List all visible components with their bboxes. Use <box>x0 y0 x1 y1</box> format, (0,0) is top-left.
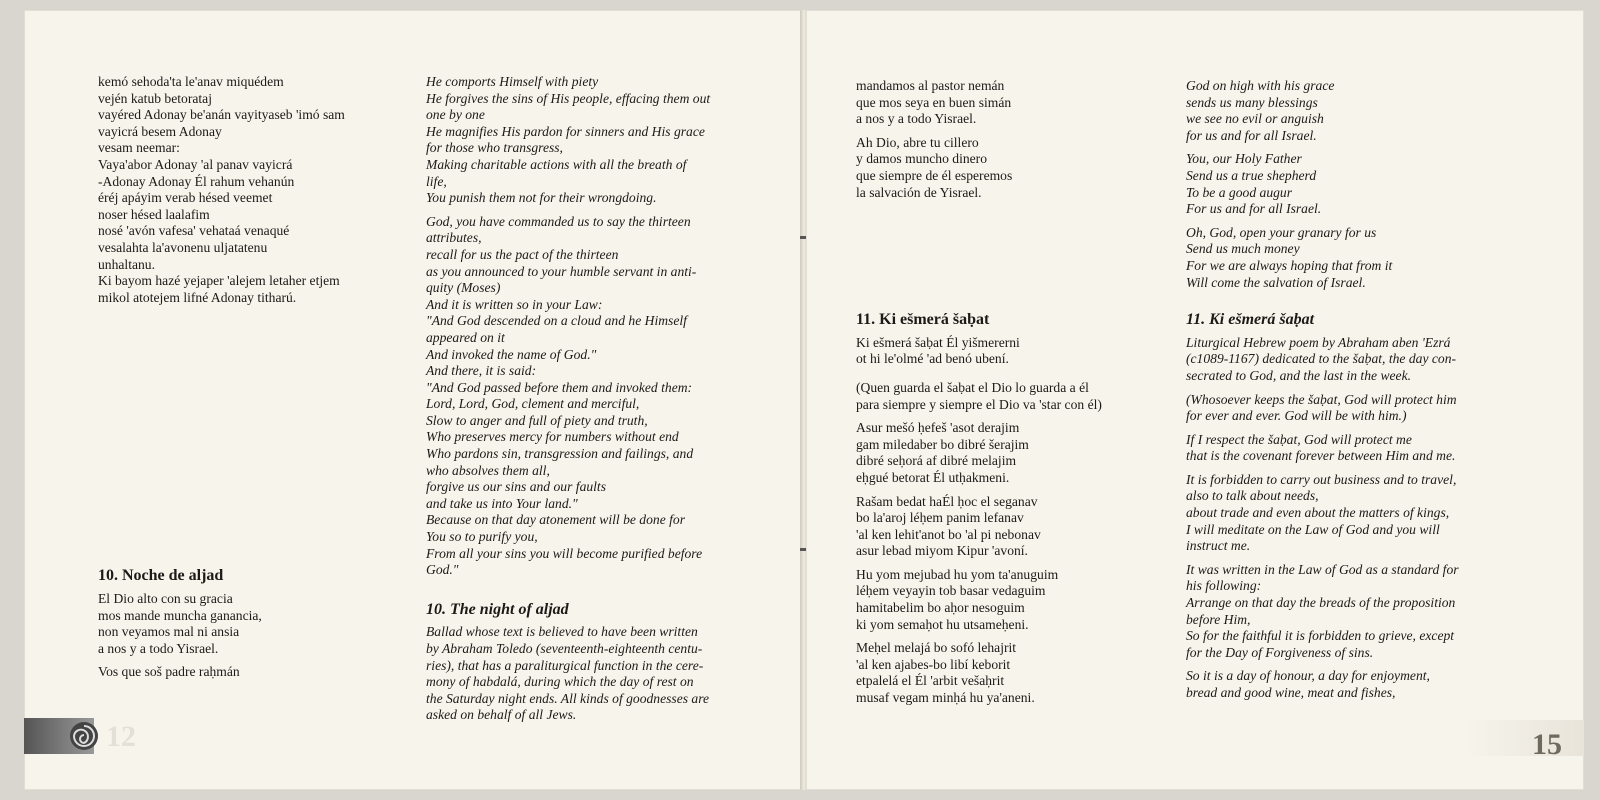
text-line: for ever and ever. God will be with him.) <box>1186 408 1407 424</box>
text-line: we see no evil or anguish <box>1186 111 1324 127</box>
s11-stanza-2 <box>856 380 1156 413</box>
text-line: léḥem veyayin tob basar vedaguim <box>856 583 1046 599</box>
text-line: noser hésed laalafim <box>98 206 210 222</box>
text-line: the Saturday night ends. All kinds of goodnesses are <box>426 690 710 706</box>
text-line: Ballad whose text is believed to have been written <box>426 624 698 640</box>
s11-stanza-3 <box>856 420 1156 486</box>
text-line: recall for us the pact of the thirteen <box>426 246 619 262</box>
right-page <box>806 10 1584 790</box>
col1-lines <box>98 74 398 306</box>
en-stanza-3 <box>1186 225 1486 291</box>
text-line: To be a good augur <box>1186 184 1292 200</box>
text-line: secrated to God, and the last in the week. <box>1186 367 1412 383</box>
section-10-description <box>426 624 736 724</box>
section-11-heading-en: 11. Ki ešmerá šaḅat <box>1186 311 1315 329</box>
text-line: and take us into Your land." <box>426 495 578 511</box>
s11-en-1 <box>1186 392 1486 425</box>
text-line: attributes, <box>426 230 482 246</box>
text-line: musaf vegam minḥá hu ya'aneni. <box>856 690 1035 706</box>
text-line: 'al ken ajabes-bo libí keborit <box>856 656 1011 672</box>
text-line: (c1089-1167) dedicated to the šaḅat, the day con- <box>1186 351 1457 367</box>
text-line: nosé 'avón vafesa' vehataá venaqué <box>98 223 290 239</box>
text-line: It was written in the Law of God as a standard for <box>1186 561 1459 577</box>
text-line: bo la'aroj léḥem panim lefanav <box>856 510 1024 526</box>
ghost-page-number: 12 <box>106 720 136 753</box>
text-line: Rašam bedat haÉl ḥoc el seganav <box>856 493 1038 509</box>
text-line: Arrange on that day the breads of the proposition <box>1186 595 1456 611</box>
text-line: You so to purify you, <box>426 529 538 545</box>
text-line: also to talk about needs, <box>1186 488 1319 504</box>
text-line: y damos muncho dinero <box>856 151 988 167</box>
text-line: unhaltanu. <box>98 256 156 272</box>
text-line: kemó sehoda'ta le'anav miquédem <box>98 74 284 89</box>
text-line: as you announced to your humble servant in anti- <box>426 263 697 279</box>
text-line: for us and for all Israel. <box>1186 127 1317 143</box>
text-line: mos mande muncha ganancia, <box>98 607 262 623</box>
s11-stanza-4 <box>856 494 1156 560</box>
text-line: that is the covenant forever between Him and me. <box>1186 448 1456 464</box>
text-line: 'al ken lehit'anot bo 'al pi nebonav <box>856 526 1041 542</box>
text-line: vesam neemar: <box>98 140 180 156</box>
text-line: God, you have commanded us to say the thirteen <box>426 213 691 229</box>
s11-en-2 <box>1186 432 1486 465</box>
s11-en-3 <box>1186 472 1486 555</box>
section-10-last-line: Vos que soš padre raḥmán <box>98 664 240 680</box>
text-line: Ah Dio, abre tu cillero <box>856 134 979 150</box>
text-line: mony of habdalá, during which the day of rest on <box>426 674 694 690</box>
text-line: para siempre y siempre el Dio va 'star con él) <box>856 396 1102 412</box>
english-para-1 <box>426 74 736 207</box>
text-line: (Whosoever keeps the šaḅat, God will protect him <box>1186 391 1457 407</box>
s11-stanza-1 <box>856 335 1156 368</box>
text-line: who absolves them all, <box>426 462 550 478</box>
text-line: forgive us our sins and our faults <box>426 479 607 495</box>
right-column-2 <box>1186 78 1486 709</box>
spiral-logo-icon <box>68 720 100 752</box>
text-line: a nos y a todo Yisrael. <box>856 111 977 127</box>
english-para-2 <box>426 214 736 579</box>
text-line: God." <box>426 562 459 578</box>
text-line: God on high with his grace <box>1186 78 1335 93</box>
text-line: vején katub betorataj <box>98 90 212 106</box>
text-line: So for the faithful it is forbidden to grieve, except <box>1186 628 1455 644</box>
text-line: Who pardons sin, transgression and failings, and <box>426 446 694 462</box>
text-line: "And God descended on a cloud and he Himself <box>426 313 687 329</box>
text-line: Liturgical Hebrew poem by Abraham aben 'Ezrá <box>1186 334 1451 350</box>
text-line: Send us much money <box>1186 241 1300 257</box>
text-line: You, our Holy Father <box>1186 151 1302 167</box>
text-line: la salvación de Yisrael. <box>856 184 982 200</box>
text-line: for the Day of Forgiveness of sins. <box>1186 644 1374 660</box>
section-10-heading: 10. Noche de aljad <box>98 567 224 585</box>
text-line: Asur mešó ḥefeš 'asot derajim <box>856 420 1020 436</box>
text-line: So it is a day of honour, a day for enjoyment, <box>1186 668 1430 684</box>
text-line: -Adonay Adonay Él rahum vehanún <box>98 173 295 189</box>
text-line: gam miledaber bo dibré šerajim <box>856 436 1029 452</box>
text-line: eḥgué betorat Él utḥakmeni. <box>856 469 1010 485</box>
left-column-2 <box>426 74 736 731</box>
s11-stanza-6 <box>856 640 1156 706</box>
text-line: ki yom semaḥot hu utsameḥeni. <box>856 616 1029 632</box>
text-line: Ki ešmerá šaḅat Él yišmererni <box>856 334 1020 350</box>
text-line: one by one <box>426 107 485 123</box>
text-line: Vaya'abor Adonay 'al panav vayicrá <box>98 156 293 172</box>
text-line: ot hi le'olmé 'ad benó ubení. <box>856 351 1009 367</box>
text-line: before Him, <box>1186 611 1251 627</box>
text-line: éréj apáyim verab hésed veemet <box>98 190 273 206</box>
text-line: que siempre de él esperemos <box>856 167 1013 183</box>
text-line: instruct me. <box>1186 538 1251 554</box>
s11-en-5 <box>1186 668 1486 701</box>
section-10-stanza <box>98 591 398 657</box>
text-line: And it is written so in your Law: <box>426 296 603 312</box>
text-line: Meḥel melajá bo sofó lehajrit <box>856 640 1017 656</box>
text-line: "And God passed before them and invoked them: <box>426 379 693 395</box>
text-line: appeared on it <box>426 329 505 345</box>
text-line: Will come the salvation of Israel. <box>1186 274 1366 290</box>
text-line: vayicrá besem Adonay <box>98 123 222 139</box>
text-line: For us and for all Israel. <box>1186 201 1322 217</box>
text-line: non veyamos mal ni ansia <box>98 624 240 640</box>
text-line: Making charitable actions with all the breath of <box>426 156 687 172</box>
text-line: mandamos al pastor nemán <box>856 78 1005 93</box>
text-line: his following: <box>1186 578 1262 594</box>
text-line: sends us many blessings <box>1186 94 1318 110</box>
text-line: He magnifies His pardon for sinners and His grace <box>426 123 705 139</box>
section-10-heading-en: 10. The night of aljad <box>426 600 569 618</box>
text-line: If I respect the šaḅat, God will protect me <box>1186 431 1412 447</box>
text-line: From all your sins you will become purified before <box>426 545 703 561</box>
text-line: El Dio alto con su gracia <box>98 590 233 606</box>
text-line: dibré seḥorá af dibré melajim <box>856 453 1017 469</box>
text-line: Oh, God, open your granary for us <box>1186 224 1377 240</box>
text-line: (Quen guarda el šaḅat el Dio lo guarda a él <box>856 379 1089 395</box>
text-line: It is forbidden to carry out business and to travel, <box>1186 471 1457 487</box>
text-line: And invoked the name of God." <box>426 346 597 362</box>
text-line: asur lebad miyom Kipur 'avoní. <box>856 543 1028 559</box>
page-number-band <box>1464 720 1584 756</box>
text-line: asked on behalf of all Jews. <box>426 707 577 723</box>
text-line: bread and good wine, meat and fishes, <box>1186 685 1396 700</box>
text-line: Send us a true shepherd <box>1186 167 1317 183</box>
text-line: vesalahta la'avonenu uljatatenu <box>98 239 268 255</box>
section-11-heading: 11. Ki ešmerá šaḅat <box>856 311 990 329</box>
text-line: a nos y a todo Yisrael. <box>98 640 219 656</box>
text-line: Hu yom mejubad hu yom ta'anuguim <box>856 566 1059 582</box>
page-number: 15 <box>1532 728 1562 761</box>
en-stanza-2 <box>1186 151 1486 217</box>
left-column-1 <box>98 74 398 688</box>
text-line: Because on that day atonement will be done for <box>426 512 685 528</box>
s11-description <box>1186 335 1486 385</box>
text-line: for those who transgress, <box>426 140 563 156</box>
text-line: Ki bayom hazé yejaper 'alejem letaher etjem <box>98 273 340 289</box>
text-line: He comports Himself with piety <box>426 74 599 89</box>
text-line: etpalelá el Él 'arbit vešaḥrit <box>856 673 1005 689</box>
text-line: hamitabelim bo aḥor nesoguim <box>856 600 1025 616</box>
text-line: ries), that has a paraliturgical function in the cere- <box>426 657 704 673</box>
text-line: For we are always hoping that from it <box>1186 257 1393 273</box>
text-line: Slow to anger and full of piety and truth, <box>426 412 648 428</box>
text-line: He forgives the sins of His people, effacing them out <box>426 90 711 106</box>
text-line: I will meditate on the Law of God and you will <box>1186 521 1440 537</box>
text-line: You punish them not for their wrongdoing. <box>426 190 657 206</box>
s11-en-4 <box>1186 562 1486 662</box>
stanza-2 <box>856 135 1156 201</box>
text-line: quity (Moses) <box>426 280 501 296</box>
text-line: by Abraham Toledo (seventeenth-eighteenth centu- <box>426 641 703 656</box>
text-line: vayéred Adonay be'anán vayityaseb 'imó sam <box>98 107 345 123</box>
text-line: que mos seya en buen simán <box>856 94 1012 110</box>
en-stanza-1 <box>1186 78 1486 144</box>
text-line: Lord, Lord, God, clement and merciful, <box>426 396 640 412</box>
stanza-1 <box>856 78 1156 128</box>
text-line: And there, it is said: <box>426 363 537 379</box>
text-line: Who preserves mercy for numbers without end <box>426 429 679 445</box>
s11-stanza-5 <box>856 567 1156 633</box>
text-line: mikol atotejem lifné Adonay titharú. <box>98 289 297 305</box>
text-line: life, <box>426 173 447 189</box>
left-page <box>24 10 802 790</box>
text-line: about trade and even about the matters of kings, <box>1186 505 1450 521</box>
right-column-1 <box>856 78 1156 714</box>
